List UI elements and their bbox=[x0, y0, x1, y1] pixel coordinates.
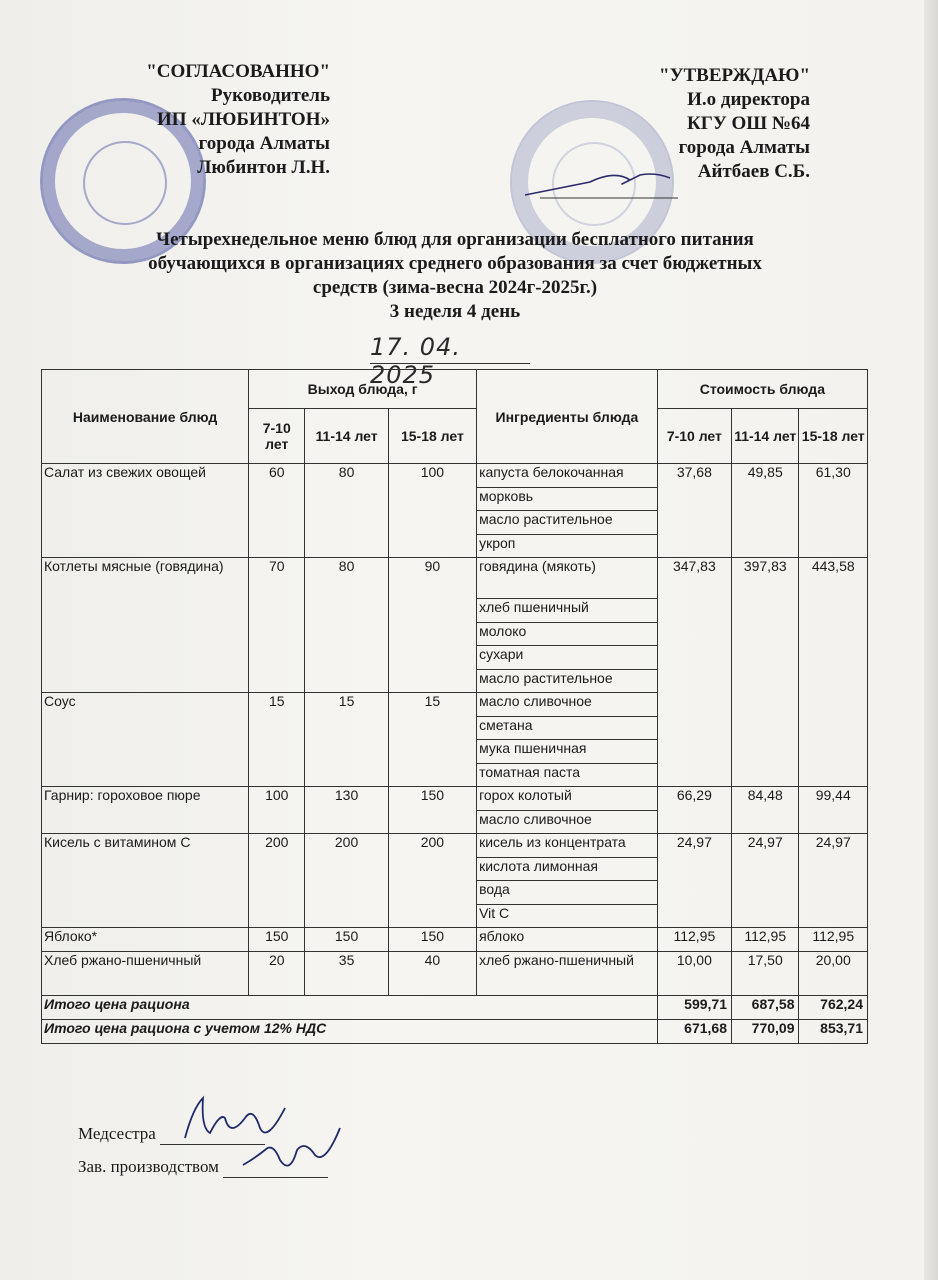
header-dish: Наименование блюд bbox=[42, 370, 249, 464]
ingredient-cell: Vit C bbox=[477, 904, 658, 928]
nurse-label: Медсестра bbox=[78, 1124, 156, 1143]
approval-right-label: "УТВЕРЖДАЮ" bbox=[659, 65, 810, 86]
approval-right-line3: города Алматы bbox=[678, 137, 810, 158]
yield-age1-cell: 100 bbox=[249, 787, 305, 834]
cost-age1-cell: 66,29 bbox=[657, 787, 731, 834]
dish-name-cell: Котлеты мясные (говядина) bbox=[42, 558, 249, 693]
ingredient-cell: хлеб ржано-пшеничный bbox=[477, 951, 658, 995]
cost-age1-cell: 37,68 bbox=[657, 464, 731, 558]
header-yield-age2: 11-14 лет bbox=[305, 409, 388, 464]
cost-age2-cell: 84,48 bbox=[732, 787, 799, 834]
approval-left-line3: города Алматы bbox=[198, 133, 330, 154]
table-row bbox=[42, 787, 868, 811]
table-row bbox=[42, 928, 868, 952]
yield-age3-cell: 100 bbox=[388, 464, 476, 558]
cost-age1-cell: 112,95 bbox=[657, 928, 731, 952]
ingredient-cell: говядина (мякоть) bbox=[477, 558, 658, 599]
ingredient-cell: кисель из концентрата bbox=[477, 834, 658, 858]
approval-left-line2: ИП «ЛЮБИНТОН» bbox=[157, 109, 330, 130]
table-row bbox=[42, 558, 868, 599]
ingredient-cell: масло растительное bbox=[477, 669, 658, 693]
ingredient-cell: масло сливочное bbox=[477, 810, 658, 834]
cost-age1-cell: 24,97 bbox=[657, 834, 731, 928]
cost-age3-cell: 443,58 bbox=[799, 558, 868, 787]
yield-age3-cell: 40 bbox=[388, 951, 476, 995]
title-line3: средств (зима-весна 2024г-2025г.) bbox=[312, 277, 598, 298]
dish-name-cell: Хлеб ржано-пшеничный bbox=[42, 951, 249, 995]
title-line4: 3 неделя 4 день bbox=[389, 301, 521, 322]
document-title bbox=[60, 228, 850, 324]
table-row bbox=[42, 834, 868, 858]
total-cost-age1: 599,71 bbox=[657, 995, 731, 1019]
dish-name-cell: Яблоко* bbox=[42, 928, 249, 952]
yield-age1-cell: 60 bbox=[249, 464, 305, 558]
yield-age2-cell: 35 bbox=[305, 951, 388, 995]
ingredient-cell: капуста белокочанная bbox=[477, 464, 658, 488]
yield-age2-cell: 130 bbox=[305, 787, 388, 834]
ingredient-cell: вода bbox=[477, 881, 658, 905]
page-edge bbox=[924, 0, 938, 1280]
total-cost-age3: 853,71 bbox=[799, 1019, 868, 1043]
yield-age2-cell: 200 bbox=[305, 834, 388, 928]
cost-age2-cell: 49,85 bbox=[732, 464, 799, 558]
cost-age3-cell: 61,30 bbox=[799, 464, 868, 558]
yield-age2-cell: 150 bbox=[305, 928, 388, 952]
dish-name-cell: Соус bbox=[42, 693, 249, 787]
cost-age3-cell: 99,44 bbox=[799, 787, 868, 834]
ingredient-cell: сметана bbox=[477, 716, 658, 740]
ingredient-cell: укроп bbox=[477, 534, 658, 558]
header-ingredients: Ингредиенты блюда bbox=[477, 370, 658, 464]
yield-age3-cell: 200 bbox=[388, 834, 476, 928]
title-line1: Четырехнедельное меню блюд для организации бесплатного питания bbox=[156, 229, 754, 250]
menu-table bbox=[41, 369, 868, 1044]
handwritten-date: 17. 04. 2025 bbox=[370, 333, 530, 364]
ingredient-cell: морковь bbox=[477, 487, 658, 511]
total-row bbox=[42, 1019, 868, 1043]
ingredient-cell: томатная паста bbox=[477, 763, 658, 787]
cost-age1-cell: 347,83 bbox=[657, 558, 731, 787]
header-cost-age1: 7-10 лет bbox=[657, 409, 731, 464]
ingredient-cell: хлеб пшеничный bbox=[477, 599, 658, 623]
approval-right-line2: КГУ ОШ №64 bbox=[686, 113, 810, 134]
yield-age1-cell: 200 bbox=[249, 834, 305, 928]
total-label: Итого цена рациона bbox=[42, 995, 658, 1019]
total-row bbox=[42, 995, 868, 1019]
dish-name-cell: Кисель с витамином С bbox=[42, 834, 249, 928]
cost-age2-cell: 112,95 bbox=[732, 928, 799, 952]
header-yield-age3: 15-18 лет bbox=[388, 409, 476, 464]
title-line2: обучающихся в организациях среднего образования за счет бюджетных bbox=[148, 253, 762, 274]
approval-right-line4: Айтбаев С.Б. bbox=[697, 161, 810, 182]
yield-age2-cell: 80 bbox=[305, 464, 388, 558]
header-yield-age1: 7-10 лет bbox=[249, 409, 305, 464]
total-cost-age2: 770,09 bbox=[732, 1019, 799, 1043]
approval-left-label: "СОГЛАСОВАННО" bbox=[146, 61, 330, 82]
header-cost: Стоимость блюда bbox=[657, 370, 867, 409]
yield-age1-cell: 70 bbox=[249, 558, 305, 693]
header-cost-age3: 15-18 лет bbox=[799, 409, 868, 464]
approval-left-line1: Руководитель bbox=[211, 85, 330, 106]
yield-age1-cell: 150 bbox=[249, 928, 305, 952]
ingredient-cell: горох колотый bbox=[477, 787, 658, 811]
header-yield: Выход блюда, г bbox=[249, 370, 477, 409]
yield-age1-cell: 15 bbox=[249, 693, 305, 787]
header-cost-age2: 11-14 лет bbox=[732, 409, 799, 464]
yield-age3-cell: 150 bbox=[388, 928, 476, 952]
ingredient-cell: мука пшеничная bbox=[477, 740, 658, 764]
cost-age3-cell: 112,95 bbox=[799, 928, 868, 952]
ingredient-cell: яблоко bbox=[477, 928, 658, 952]
yield-age1-cell: 20 bbox=[249, 951, 305, 995]
total-cost-age2: 687,58 bbox=[732, 995, 799, 1019]
dish-name-cell: Салат из свежих овощей bbox=[42, 464, 249, 558]
ingredient-cell: масло сливочное bbox=[477, 693, 658, 717]
total-label: Итого цена рациона с учетом 12% НДС bbox=[42, 1019, 658, 1043]
ingredient-cell: сухари bbox=[477, 646, 658, 670]
yield-age2-cell: 80 bbox=[305, 558, 388, 693]
yield-age3-cell: 15 bbox=[388, 693, 476, 787]
cost-age2-cell: 17,50 bbox=[732, 951, 799, 995]
total-cost-age3: 762,24 bbox=[799, 995, 868, 1019]
ingredient-cell: кислота лимонная bbox=[477, 857, 658, 881]
approval-left-line4: Любинтон Л.Н. bbox=[197, 157, 330, 178]
total-cost-age1: 671,68 bbox=[657, 1019, 731, 1043]
ingredient-cell: молоко bbox=[477, 622, 658, 646]
director-signature bbox=[520, 160, 680, 205]
dish-name-cell: Гарнир: гороховое пюре bbox=[42, 787, 249, 834]
cost-age1-cell: 10,00 bbox=[657, 951, 731, 995]
cost-age3-cell: 20,00 bbox=[799, 951, 868, 995]
yield-age2-cell: 15 bbox=[305, 693, 388, 787]
ingredient-cell: масло растительное bbox=[477, 511, 658, 535]
approval-left-block bbox=[100, 60, 330, 180]
cost-age3-cell: 24,97 bbox=[799, 834, 868, 928]
cost-age2-cell: 397,83 bbox=[732, 558, 799, 787]
cost-age2-cell: 24,97 bbox=[732, 834, 799, 928]
yield-age3-cell: 150 bbox=[388, 787, 476, 834]
production-handwritten-signature bbox=[235, 1120, 355, 1180]
table-row bbox=[42, 464, 868, 488]
yield-age3-cell: 90 bbox=[388, 558, 476, 693]
production-label: Зав. производством bbox=[78, 1157, 219, 1176]
table-row bbox=[42, 951, 868, 995]
approval-right-line1: И.о директора bbox=[687, 89, 810, 110]
